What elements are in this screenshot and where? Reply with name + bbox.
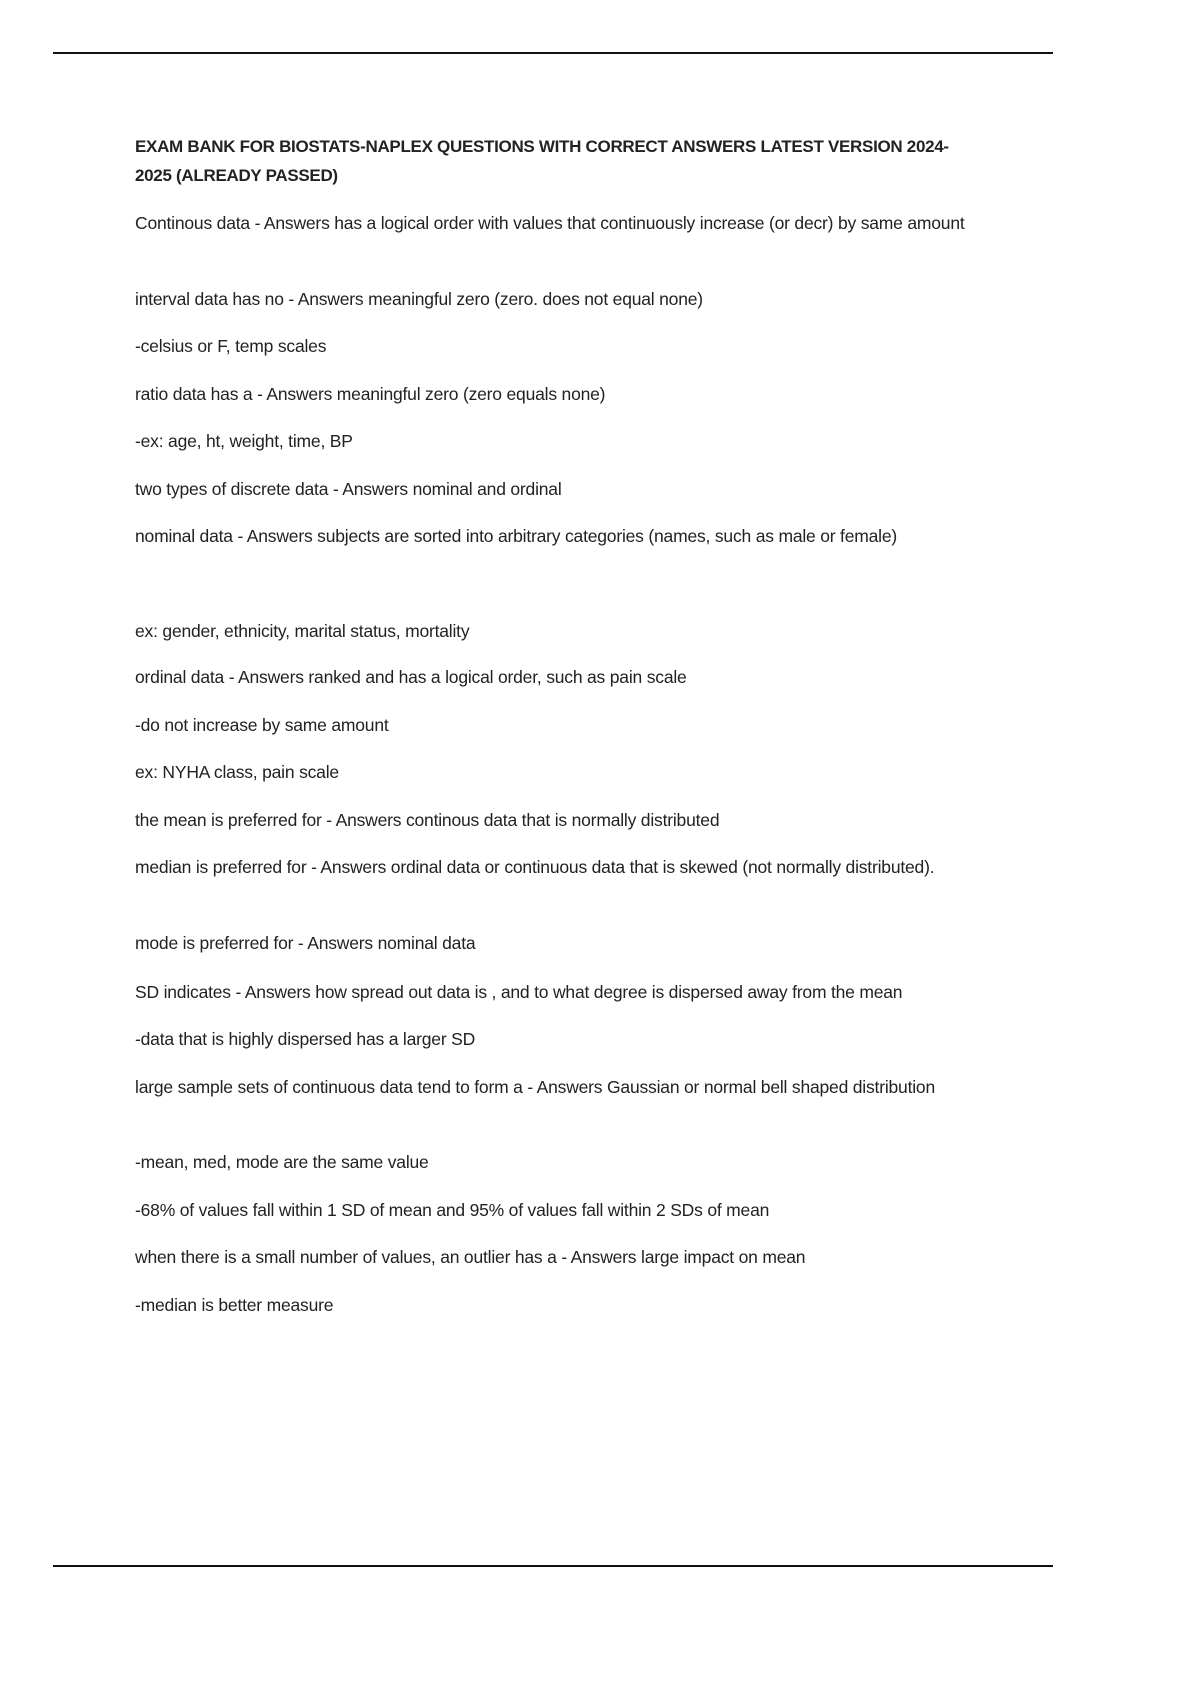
paragraph: nominal data - Answers subjects are sorted into arbitrary categories (names, such as male or female) [135, 526, 898, 546]
paragraph: interval data has no - Answers meaningful zero (zero. does not equal none) [135, 289, 703, 309]
paragraph: -do not increase by same amount [135, 715, 389, 735]
paragraph: -median is better measure [135, 1295, 334, 1315]
paragraph: ex: gender, ethnicity, marital status, mortality [135, 621, 470, 641]
paragraph: ratio data has a - Answers meaningful zero (zero equals none) [135, 384, 606, 404]
paragraph: Continous data - Answers has a logical order with values that continuously increase (or decr) by same amount [135, 213, 965, 233]
paragraph: -data that is highly dispersed has a larger SD [135, 1029, 476, 1049]
paragraph: -celsius or F, temp scales [135, 336, 327, 356]
paragraph: ex: NYHA class, pain scale [135, 762, 339, 782]
paragraph: the mean is preferred for - Answers continous data that is normally distributed [135, 810, 720, 830]
paragraph: when there is a small number of values, an outlier has a - Answers large impact on mean [135, 1247, 806, 1267]
paragraph: -ex: age, ht, weight, time, BP [135, 431, 353, 451]
paragraph: SD indicates - Answers how spread out data is , and to what degree is dispersed away from the mean [135, 982, 903, 1002]
paragraph: large sample sets of continuous data tend to form a - Answers Gaussian or normal bell shaped distribution [135, 1077, 935, 1097]
paragraph: -68% of values fall within 1 SD of mean and 95% of values fall within 2 SDs of mean [135, 1200, 770, 1220]
paragraph: two types of discrete data - Answers nominal and ordinal [135, 479, 562, 499]
paragraph: ordinal data - Answers ranked and has a logical order, such as pain scale [135, 667, 687, 687]
paragraph: -mean, med, mode are the same value [135, 1152, 429, 1172]
header-rule [53, 52, 1053, 54]
paragraph: mode is preferred for - Answers nominal data [135, 933, 476, 953]
document-title: EXAM BANK FOR BIOSTATS-NAPLEX QUESTIONS WITH CORRECT ANSWERS LATEST VERSION 2024-2025 (ALREADY PASSED) [135, 137, 949, 185]
footer-rule [53, 1565, 1053, 1567]
paragraph: median is preferred for - Answers ordinal data or continuous data that is skewed (not normally distributed). [135, 857, 935, 877]
